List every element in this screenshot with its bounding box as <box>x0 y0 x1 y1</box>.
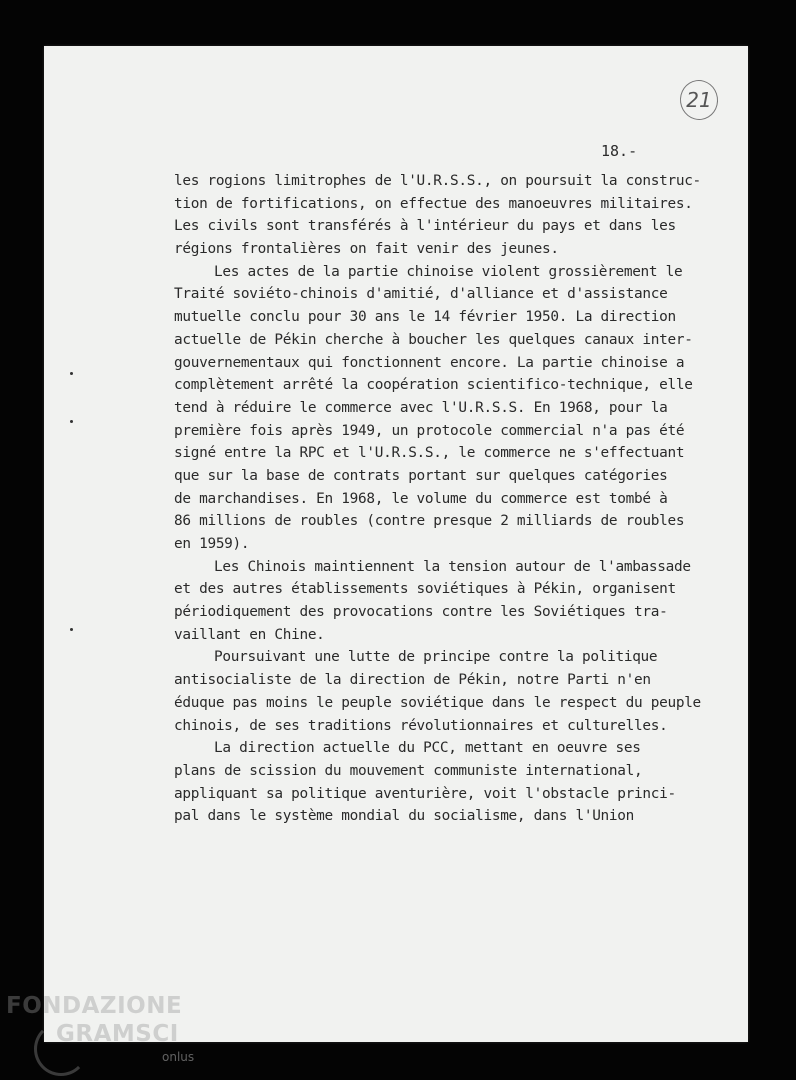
text-line: tend à réduire le commerce avec l'U.R.S.S. En 1968, pour la <box>174 399 668 416</box>
paragraph-start-line: Les actes de la partie chinoise violent grossièrement le <box>214 263 683 280</box>
text-line: signé entre la RPC et l'U.R.S.S., le commerce ne s'effectuant <box>174 445 685 462</box>
margin-mark <box>70 420 73 423</box>
watermark-line-1: FONDAZIONE <box>6 993 183 1019</box>
text-line: actuelle de Pékin cherche à boucher les quelques canaux inter- <box>174 331 693 348</box>
text-line: gouvernementaux qui fonctionnent encore. La partie chinoise a <box>174 354 685 371</box>
text-line: première fois après 1949, un protocole commercial n'a pas été <box>174 422 685 439</box>
text-line: de marchandises. En 1968, le volume du commerce est tombé à <box>174 490 668 507</box>
text-line: pal dans le système mondial du socialisme, dans l'Union <box>174 808 635 825</box>
margin-mark <box>70 628 73 631</box>
text-line: appliquant sa politique aventurière, voit l'obstacle princi- <box>174 785 676 802</box>
text-line: que sur la base de contrats portant sur quelques catégories <box>174 467 668 484</box>
text-line: éduque pas moins le peuple soviétique dans le respect du peuple <box>174 694 701 711</box>
text-line: périodiquement des provocations contre les Soviétiques tra- <box>174 604 668 621</box>
text-line: mutuelle conclu pour 30 ans le 14 février 1950. La direction <box>174 309 676 326</box>
watermark-line-2: GRAMSCI <box>56 1021 179 1047</box>
text-line: vaillant en Chine. <box>174 626 325 643</box>
text-line: plans de scission du mouvement communiste international, <box>174 762 643 779</box>
text-line: régions frontalières on fait venir des jeunes. <box>174 241 559 258</box>
text-line: et des autres établissements soviétiques à Pékin, organisent <box>174 581 676 598</box>
watermark-onlus: onlus <box>162 1050 195 1064</box>
watermark-text <box>6 992 182 1048</box>
handwritten-folio-number: 21 <box>686 88 712 112</box>
margin-mark <box>70 372 73 375</box>
text-line: Traité soviéto-chinois d'amitié, d'alliance et d'assistance <box>174 286 668 303</box>
text-line: en 1959). <box>174 536 250 552</box>
text-line: les rogions limitrophes de l'U.R.S.S., on poursuit la construc- <box>174 173 701 189</box>
page-number: 18.- <box>601 142 638 160</box>
paragraph-start-line: Poursuivant une lutte de principe contre la politique <box>214 649 658 666</box>
text-line: antisocialiste de la direction de Pékin, notre Parti n'en <box>174 672 651 689</box>
text-line: complètement arrêté la coopération scientifico-technique, elle <box>174 377 693 394</box>
text-line: Les civils sont transférés à l'intérieur du pays et dans les <box>174 218 676 235</box>
paragraph-start-line: Les Chinois maintiennent la tension autour de l'ambassade <box>214 558 691 575</box>
text-line: chinois, de ses traditions révolutionnaires et culturelles. <box>174 717 668 734</box>
paragraph-start-line: La direction actuelle du PCC, mettant en oeuvre ses <box>214 740 641 757</box>
text-line: 86 millions de roubles (contre presque 2 milliards de roubles <box>174 513 685 530</box>
document-page <box>44 46 748 1042</box>
body-text <box>174 170 734 828</box>
text-line: tion de fortifications, on effectue des manoeuvres militaires. <box>174 195 693 212</box>
